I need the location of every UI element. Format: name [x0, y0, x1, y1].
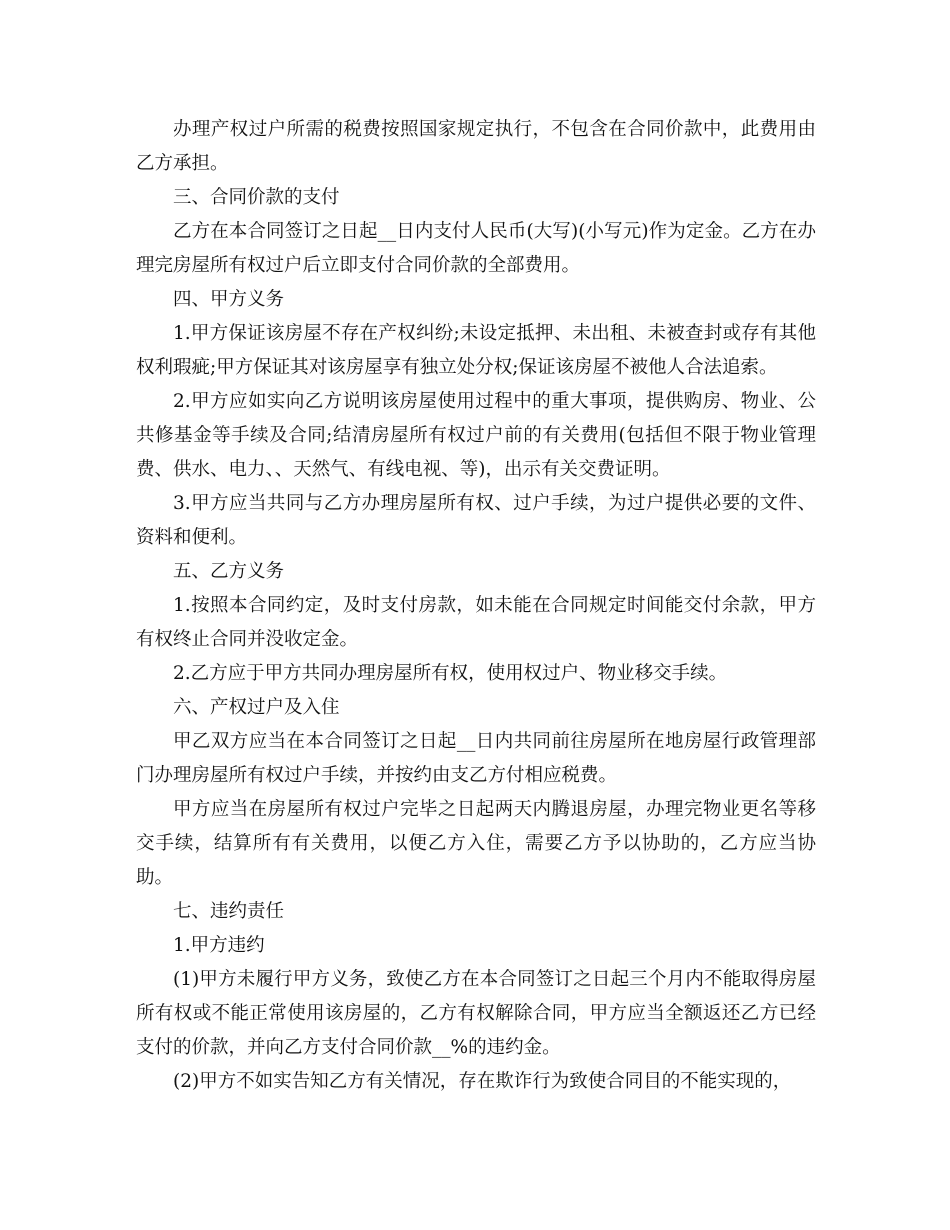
section-heading-party-b-duties: 五、乙方义务 — [173, 561, 285, 582]
section-heading-payment: 三、合同价款的支付 — [173, 187, 340, 208]
paragraph-payment: 乙方在本合同签订之日起__日内支付人民币(大写)(小写元)作为定金。乙方在办理完房屋所有权过户后立即支付合同价款的全部费用。 — [136, 221, 816, 276]
paragraph-liability-item-2: (2)甲方不如实告知乙方有关情况，存在欺诈行为致使合同目的不能实现的， — [173, 1071, 792, 1092]
paragraph-party-a-duty-2: 2.甲方应如实向乙方说明该房屋使用过程中的重大事项，提供购房、物业、公共修基金等手续及合同;结清房屋所有权过户前的有关费用(包括但不限于物业管理费、供水、电力、、天然气、有线电视、等)，出示有关交费证明。 — [136, 391, 816, 480]
paragraph-tax-fees: 办理产权过户所需的税费按照国家规定执行，不包含在合同价款中，此费用由乙方承担。 — [136, 119, 816, 174]
paragraph-party-a-duty-3: 3.甲方应当共同与乙方办理房屋所有权、过户手续，为过户提供必要的文件、资料和便利。 — [136, 493, 816, 548]
paragraph-transfer-2: 甲方应当在房屋所有权过户完毕之日起两天内腾退房屋，办理完物业更名等移交手续，结算所有有关费用，以便乙方入住，需要乙方予以协助的，乙方应当协助。 — [136, 799, 816, 888]
section-heading-transfer: 六、产权过户及入住 — [173, 697, 340, 718]
paragraph-liability-item-1: (1)甲方未履行甲方义务，致使乙方在本合同签订之日起三个月内不能取得房屋所有权或不能正常使用该房屋的，乙方有权解除合同，甲方应当全额返还乙方已经支付的价款，并向乙方支付合同价款__%的违约金。 — [136, 969, 816, 1058]
paragraph-liability-party-a: 1.甲方违约 — [173, 935, 265, 956]
section-heading-party-a-duties: 四、甲方义务 — [173, 289, 285, 310]
paragraph-party-a-duty-1: 1.甲方保证该房屋不存在产权纠纷;未设定抵押、未出租、未被查封或存有其他权利瑕疵;甲方保证其对该房屋享有独立处分权;保证该房屋不被他人合法追索。 — [136, 323, 816, 378]
paragraph-transfer-1: 甲乙双方应当在本合同签订之日起__日内共同前往房屋所在地房屋行政管理部门办理房屋所有权过户手续，并按约由支乙方付相应税费。 — [136, 731, 816, 786]
paragraph-party-b-duty-2: 2.乙方应于甲方共同办理房屋所有权，使用权过户、物业移交手续。 — [173, 663, 728, 684]
document-body — [136, 113, 816, 1099]
section-heading-liability: 七、违约责任 — [173, 901, 285, 922]
paragraph-party-b-duty-1: 1.按照本合同约定，及时支付房款，如未能在合同规定时间能交付余款，甲方有权终止合同并没收定金。 — [136, 595, 816, 650]
